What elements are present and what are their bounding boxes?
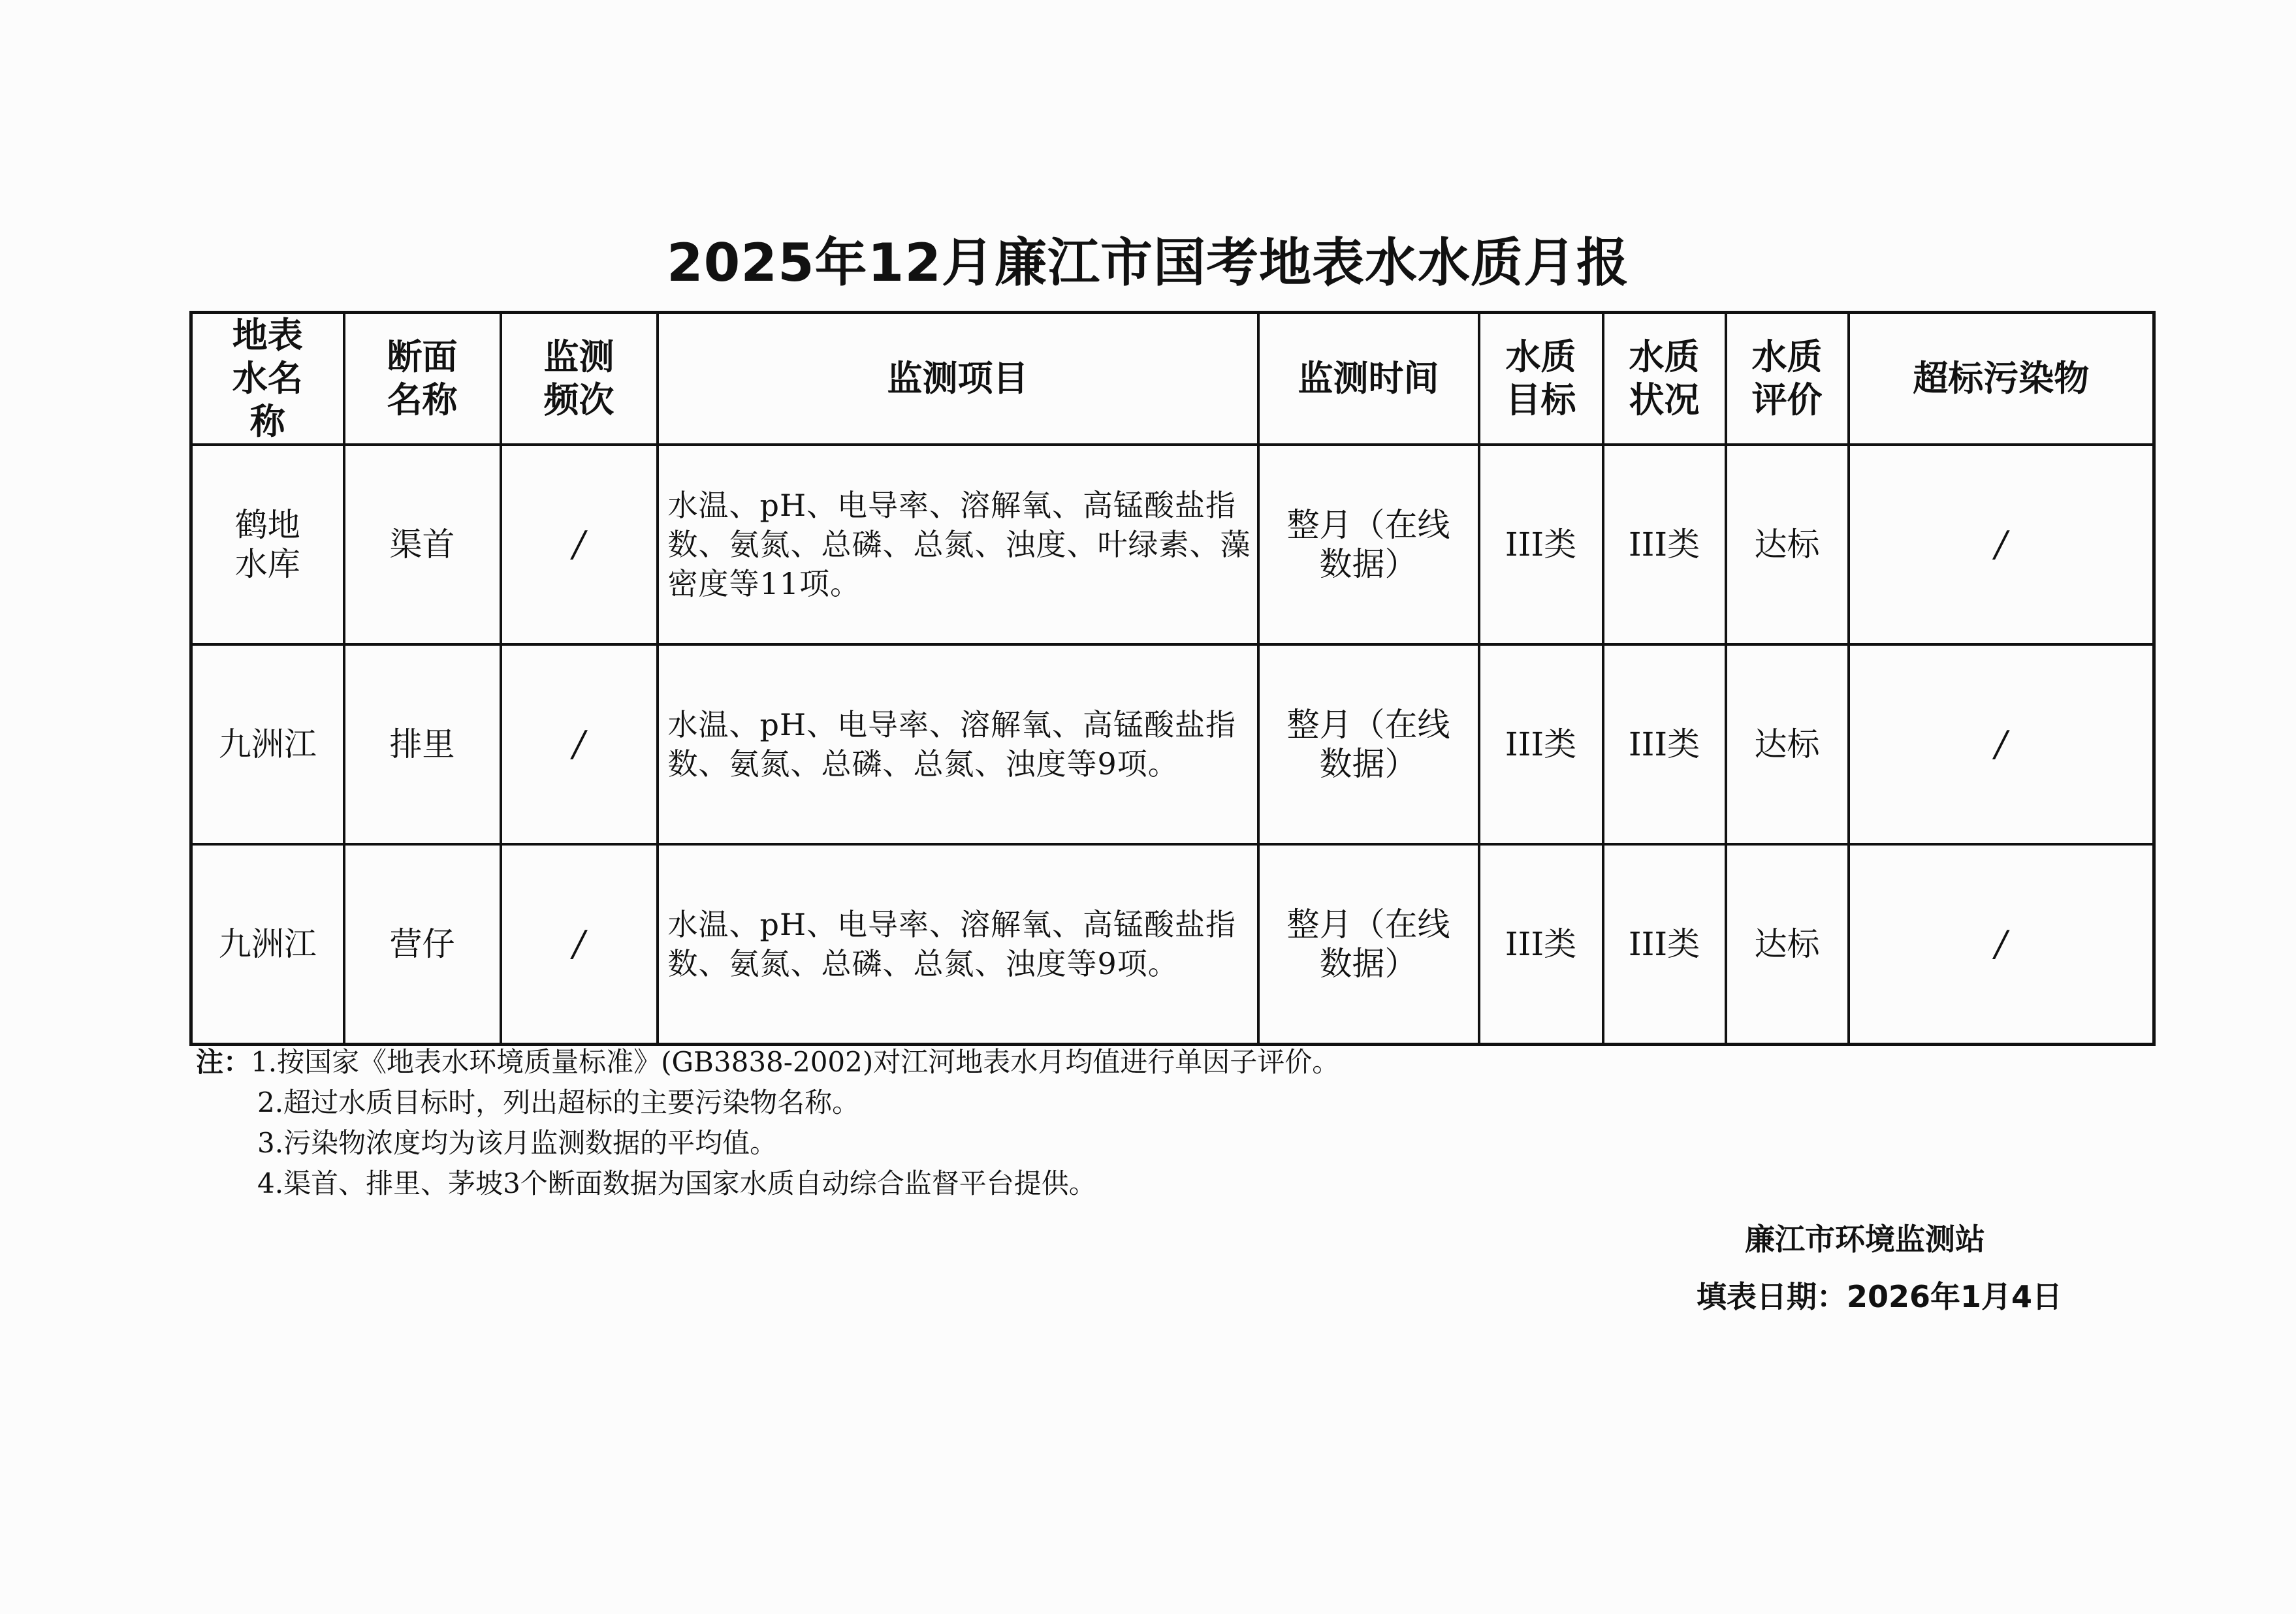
header-time: 监测时间 bbox=[1258, 313, 1479, 445]
header-pollutants: 超标污染物 bbox=[1849, 313, 2154, 445]
note-text: 1.按国家《地表水环境质量标准》(GB3838-2002)对江河地表水月均值进行单因子评价。 bbox=[251, 1046, 1340, 1078]
cell-evaluation: 达标 bbox=[1726, 644, 1849, 844]
cell-section: 排里 bbox=[344, 644, 501, 844]
cell-pollutants: / bbox=[1849, 844, 2154, 1045]
header-status: 水质状况 bbox=[1603, 313, 1726, 445]
notes-label: 注： bbox=[196, 1046, 251, 1078]
cell-frequency: / bbox=[501, 844, 658, 1045]
cell-section: 营仔 bbox=[344, 844, 501, 1045]
fill-date: 填表日期：2026年1月4日 bbox=[1697, 1279, 2063, 1314]
cell-frequency: / bbox=[501, 445, 658, 644]
header-target: 水质目标 bbox=[1479, 313, 1603, 445]
cell-water-body: 九洲江 bbox=[191, 844, 344, 1045]
organization-name: 廉江市环境监测站 bbox=[1745, 1222, 1985, 1257]
cell-pollutants: / bbox=[1849, 644, 2154, 844]
cell-water-body: 九洲江 bbox=[191, 644, 344, 844]
cell-status: III类 bbox=[1603, 644, 1726, 844]
notes-section bbox=[196, 1042, 1339, 1204]
header-section: 断面名称 bbox=[344, 313, 501, 445]
header-water-body: 地表水名称 bbox=[191, 313, 344, 445]
cell-target: III类 bbox=[1479, 644, 1603, 844]
cell-target: III类 bbox=[1479, 445, 1603, 644]
cell-pollutants: / bbox=[1849, 445, 2154, 644]
table-row bbox=[191, 644, 2154, 844]
cell-target: III类 bbox=[1479, 844, 1603, 1045]
cell-evaluation: 达标 bbox=[1726, 844, 1849, 1045]
cell-time: 整月（在线数据） bbox=[1258, 445, 1479, 644]
header-evaluation: 水质评价 bbox=[1726, 313, 1849, 445]
cell-evaluation: 达标 bbox=[1726, 445, 1849, 644]
cell-status: III类 bbox=[1603, 844, 1726, 1045]
note-line: 4.渠首、排里、茅坡3个断面数据为国家水质自动综合监督平台提供。 bbox=[257, 1167, 1096, 1199]
cell-time: 整月（在线数据） bbox=[1258, 844, 1479, 1045]
table-row bbox=[191, 844, 2154, 1045]
cell-items: 水温、pH、电导率、溶解氧、高锰酸盐指数、氨氮、总磷、总氮、浊度、叶绿素、藻密度等11项。 bbox=[658, 445, 1258, 644]
header-frequency: 监测频次 bbox=[501, 313, 658, 445]
cell-status: III类 bbox=[1603, 445, 1726, 644]
cell-water-body: 鹤地水库 bbox=[191, 445, 344, 644]
cell-frequency: / bbox=[501, 644, 658, 844]
note-line: 2.超过水质目标时，列出超标的主要污染物名称。 bbox=[257, 1086, 860, 1118]
report-title: 2025年12月廉江市国考地表水水质月报 bbox=[667, 232, 1629, 293]
note-line bbox=[196, 1042, 1339, 1083]
cell-time: 整月（在线数据） bbox=[1258, 644, 1479, 844]
header-items: 监测项目 bbox=[658, 313, 1258, 445]
table-row bbox=[191, 445, 2154, 644]
cell-section: 渠首 bbox=[344, 445, 501, 644]
note-line: 3.污染物浓度均为该月监测数据的平均值。 bbox=[257, 1127, 778, 1159]
table-header-row bbox=[191, 313, 2154, 445]
cell-items: 水温、pH、电导率、溶解氧、高锰酸盐指数、氨氮、总磷、总氮、浊度等9项。 bbox=[658, 644, 1258, 844]
cell-items: 水温、pH、电导率、溶解氧、高锰酸盐指数、氨氮、总磷、总氮、浊度等9项。 bbox=[658, 844, 1258, 1045]
water-quality-table bbox=[189, 311, 2156, 1046]
